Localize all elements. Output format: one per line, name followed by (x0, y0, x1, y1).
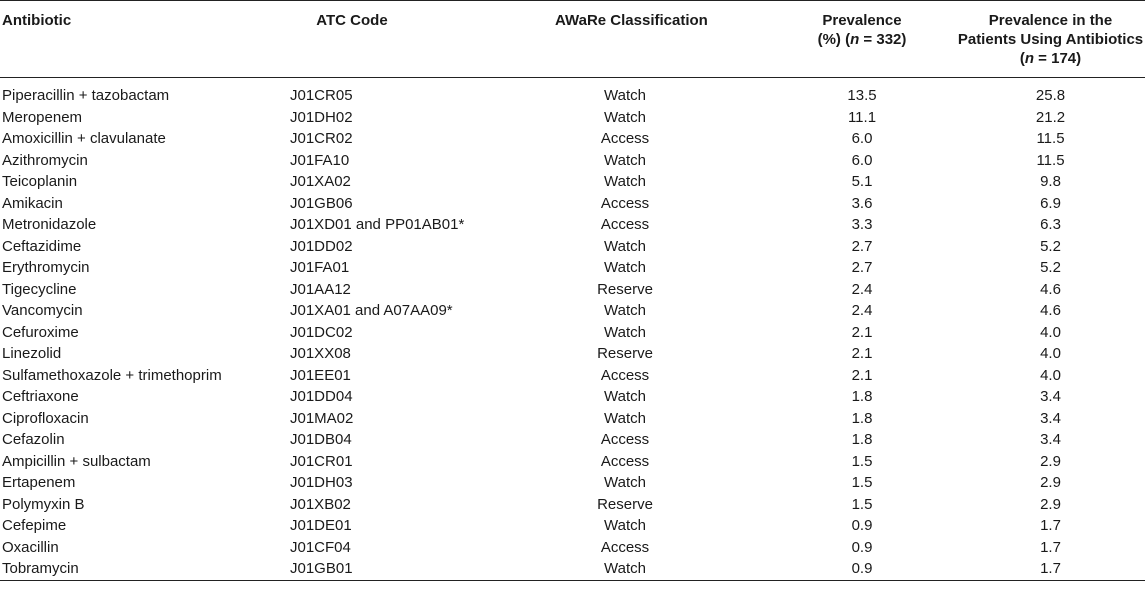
cell-antibiotic: Tigecycline (2, 280, 77, 298)
cell-prevalence: 3.3 (851, 216, 873, 233)
header-atc-code-label: ATC Code (316, 12, 388, 29)
cell-antibiotic: Tobramycin (2, 560, 79, 577)
table-row (0, 386, 1145, 408)
cell-atc-code: J01DB04 (290, 431, 352, 448)
cell-atc-code: J01DH03 (290, 474, 353, 491)
header-prev-patients-line3-post: = 174) (1034, 50, 1082, 67)
cell-antibiotic: Sulfamethoxazole + trimethoprim (2, 366, 222, 384)
table-row (0, 300, 1145, 322)
table-row (0, 429, 1145, 451)
cell-aware-classification: Watch (604, 517, 646, 534)
cell-prevalence: 2.4 (851, 302, 873, 319)
header-prevalence-n: n (850, 31, 860, 48)
table-row (0, 494, 1145, 516)
cell-prevalence: 6.0 (851, 130, 873, 147)
cell-prevalence-patients: 25.8 (1035, 87, 1066, 104)
table-row (0, 558, 1145, 580)
cell-prevalence: 6.0 (851, 151, 873, 169)
cell-aware-classification: Watch (604, 259, 646, 276)
table-row (0, 214, 1145, 236)
cell-atc-code: J01DD02 (290, 237, 353, 255)
cell-aware-classification: Watch (604, 173, 646, 190)
cell-atc-code: J01CR05 (290, 87, 353, 104)
cell-prevalence: 0.9 (851, 517, 873, 534)
cell-antibiotic: Teicoplanin (2, 173, 78, 190)
cell-aware-classification: Access (600, 538, 650, 556)
cell-antibiotic: Erythromycin (2, 259, 90, 276)
cell-prevalence-patients: 4.6 (1040, 280, 1061, 298)
cell-atc-code: J01DH02 (290, 108, 353, 126)
cell-prevalence-patients: 11.5 (1036, 151, 1065, 169)
cell-atc-code: J01XX08 (290, 345, 351, 362)
table-row (0, 193, 1145, 215)
header-aware-classification (516, 1, 746, 78)
header-prev-patients-line1: Prevalence in the (988, 12, 1113, 29)
cell-prevalence: 1.8 (851, 388, 873, 405)
cell-antibiotic: Ciprofloxacin (2, 409, 89, 427)
cell-prevalence-patients: 5.2 (1040, 237, 1061, 255)
header-prev-patients-n: n (1024, 50, 1035, 67)
cell-prevalence-patients: 1.7 (1040, 538, 1061, 556)
header-prevalence-line2 (786, 30, 938, 49)
cell-aware-classification: Reserve (597, 345, 653, 362)
cell-prevalence-patients: 3.4 (1040, 388, 1061, 405)
cell-prevalence: 2.1 (851, 323, 873, 341)
cell-prevalence-patients: 1.7 (1040, 517, 1061, 534)
cell-aware-classification: Access (600, 366, 650, 384)
cell-prevalence: 1.5 (851, 452, 873, 470)
cell-prevalence-patients: 2.9 (1040, 452, 1061, 470)
header-prev-patients-line2: Patients Using Antibiotics (957, 31, 1144, 48)
cell-prevalence-patients: 9.8 (1040, 173, 1061, 190)
table-row (0, 343, 1145, 365)
cell-antibiotic: Ertapenem (2, 474, 76, 491)
header-prevalence-line2-post: = 332) (859, 31, 907, 48)
spacer-cell (0, 78, 1145, 86)
cell-antibiotic: Polymyxin B (2, 495, 85, 513)
cell-atc-code: J01XB02 (290, 495, 351, 513)
header-atc-code (288, 1, 516, 78)
cell-atc-code: J01AA12 (290, 280, 351, 298)
cell-prevalence: 2.7 (851, 259, 873, 276)
header-antibiotic (0, 1, 288, 78)
cell-antibiotic: Oxacillin (2, 538, 59, 556)
cell-prevalence: 1.5 (851, 474, 873, 491)
cell-aware-classification: Reserve (597, 280, 653, 298)
cell-prevalence: 2.7 (851, 237, 873, 255)
cell-atc-code: J01XA01 and A07AA09* (290, 302, 453, 319)
cell-prevalence-patients: 4.6 (1040, 302, 1061, 319)
cell-prevalence: 0.9 (851, 560, 873, 577)
cell-antibiotic: Meropenem (2, 108, 83, 126)
cell-antibiotic: Amoxicillin + clavulanate (2, 130, 166, 147)
cell-aware-classification: Watch (604, 560, 646, 577)
table-body (0, 78, 1145, 581)
cell-antibiotic: Amikacin (2, 194, 63, 212)
cell-aware-classification: Access (600, 130, 650, 147)
table-row (0, 85, 1145, 107)
cell-prevalence-patients: 4.0 (1040, 323, 1061, 341)
cell-prevalence: 1.8 (851, 409, 873, 427)
cell-atc-code: J01CF04 (290, 538, 351, 556)
cell-aware-classification: Watch (604, 237, 646, 255)
cell-prevalence-patients: 1.7 (1040, 560, 1061, 577)
table-row (0, 408, 1145, 430)
table-row (0, 257, 1145, 279)
cell-atc-code: J01MA02 (290, 409, 354, 427)
cell-antibiotic: Cefepime (2, 517, 67, 534)
cell-atc-code: J01XD01 and PP01AB01* (290, 216, 465, 233)
cell-prevalence-patients: 4.0 (1040, 366, 1061, 384)
cell-prevalence-patients: 5.2 (1040, 259, 1061, 276)
cell-antibiotic: Cefazolin (2, 431, 65, 448)
cell-prevalence: 2.1 (851, 345, 873, 362)
table-row (0, 171, 1145, 193)
cell-prevalence-patients: 11.5 (1036, 130, 1065, 147)
cell-aware-classification: Watch (604, 474, 646, 491)
cell-aware-classification: Watch (604, 151, 646, 169)
cell-prevalence: 13.5 (847, 87, 877, 104)
header-row (0, 1, 1145, 78)
cell-prevalence: 2.4 (851, 280, 873, 298)
cell-aware-classification: Access (600, 452, 650, 470)
cell-aware-classification: Access (600, 194, 650, 212)
cell-aware-classification: Watch (604, 108, 646, 126)
cell-prevalence: 1.8 (851, 431, 873, 448)
cell-atc-code: J01CR02 (290, 130, 353, 147)
cell-antibiotic: Ceftazidime (2, 237, 82, 255)
table-row (0, 451, 1145, 473)
cell-prevalence: 11.1 (847, 108, 877, 126)
cell-prevalence-patients: 21.2 (1035, 108, 1066, 126)
cell-prevalence-patients: 3.4 (1040, 409, 1061, 427)
cell-antibiotic: Azithromycin (2, 151, 88, 169)
cell-atc-code: J01FA10 (290, 151, 350, 169)
cell-aware-classification: Reserve (597, 495, 653, 513)
table-row (0, 107, 1145, 129)
header-prev-patients-line3-pre: ( (1019, 50, 1025, 67)
cell-antibiotic: Cefuroxime (2, 323, 79, 341)
cell-prevalence-patients: 6.9 (1040, 194, 1061, 212)
cell-aware-classification: Watch (604, 388, 646, 405)
cell-atc-code: J01DE01 (290, 517, 352, 534)
cell-prevalence: 0.9 (851, 538, 873, 556)
cell-prevalence: 2.1 (851, 366, 873, 384)
cell-atc-code: J01FA01 (290, 259, 350, 276)
cell-prevalence: 1.5 (851, 495, 873, 513)
cell-atc-code: J01CR01 (290, 452, 353, 470)
cell-atc-code: J01EE01 (290, 366, 351, 384)
cell-aware-classification: Access (600, 431, 650, 448)
header-antibiotic-label: Antibiotic (2, 12, 72, 29)
cell-antibiotic: Ampicillin + sulbactam (2, 452, 151, 470)
table-row (0, 515, 1145, 537)
spacer-row (0, 78, 1145, 86)
cell-aware-classification: Watch (604, 87, 646, 104)
header-prevalence (746, 1, 938, 78)
cell-antibiotic: Vancomycin (2, 302, 83, 319)
cell-aware-classification: Watch (604, 323, 646, 341)
cell-prevalence: 3.6 (851, 194, 873, 212)
header-prevalence-line2-pre: (%) ( (817, 31, 851, 48)
header-prevalence-line1: Prevalence (822, 12, 902, 29)
cell-aware-classification: Watch (604, 409, 646, 427)
cell-prevalence-patients: 4.0 (1040, 345, 1061, 362)
table-row (0, 279, 1145, 301)
cell-prevalence-patients: 2.9 (1040, 495, 1061, 513)
header-prev-patients-line3 (956, 49, 1145, 68)
cell-aware-classification: Watch (604, 302, 646, 319)
cell-prevalence-patients: 3.4 (1040, 431, 1061, 448)
cell-atc-code: J01GB06 (290, 194, 353, 212)
table-header (0, 1, 1145, 78)
cell-prevalence: 5.1 (851, 173, 873, 190)
table-row (0, 128, 1145, 150)
table-row (0, 365, 1145, 387)
table-row (0, 322, 1145, 344)
cell-antibiotic: Piperacillin + tazobactam (2, 87, 170, 104)
cell-aware-classification: Access (600, 216, 650, 233)
header-prevalence-patients (938, 1, 1145, 78)
cell-atc-code: J01XA02 (290, 173, 351, 190)
header-aware-label: AWaRe Classification (555, 12, 708, 29)
cell-antibiotic: Linezolid (2, 345, 62, 362)
cell-atc-code: J01DD04 (290, 388, 353, 405)
cell-atc-code: J01DC02 (290, 323, 353, 341)
cell-atc-code: J01GB01 (290, 560, 353, 577)
cell-prevalence-patients: 2.9 (1040, 474, 1061, 491)
table-row (0, 472, 1145, 494)
table-row (0, 537, 1145, 559)
table-row (0, 236, 1145, 258)
cell-antibiotic: Metronidazole (2, 216, 97, 233)
cell-antibiotic: Ceftriaxone (2, 388, 79, 405)
table-row (0, 150, 1145, 172)
cell-prevalence-patients: 6.3 (1040, 216, 1061, 233)
